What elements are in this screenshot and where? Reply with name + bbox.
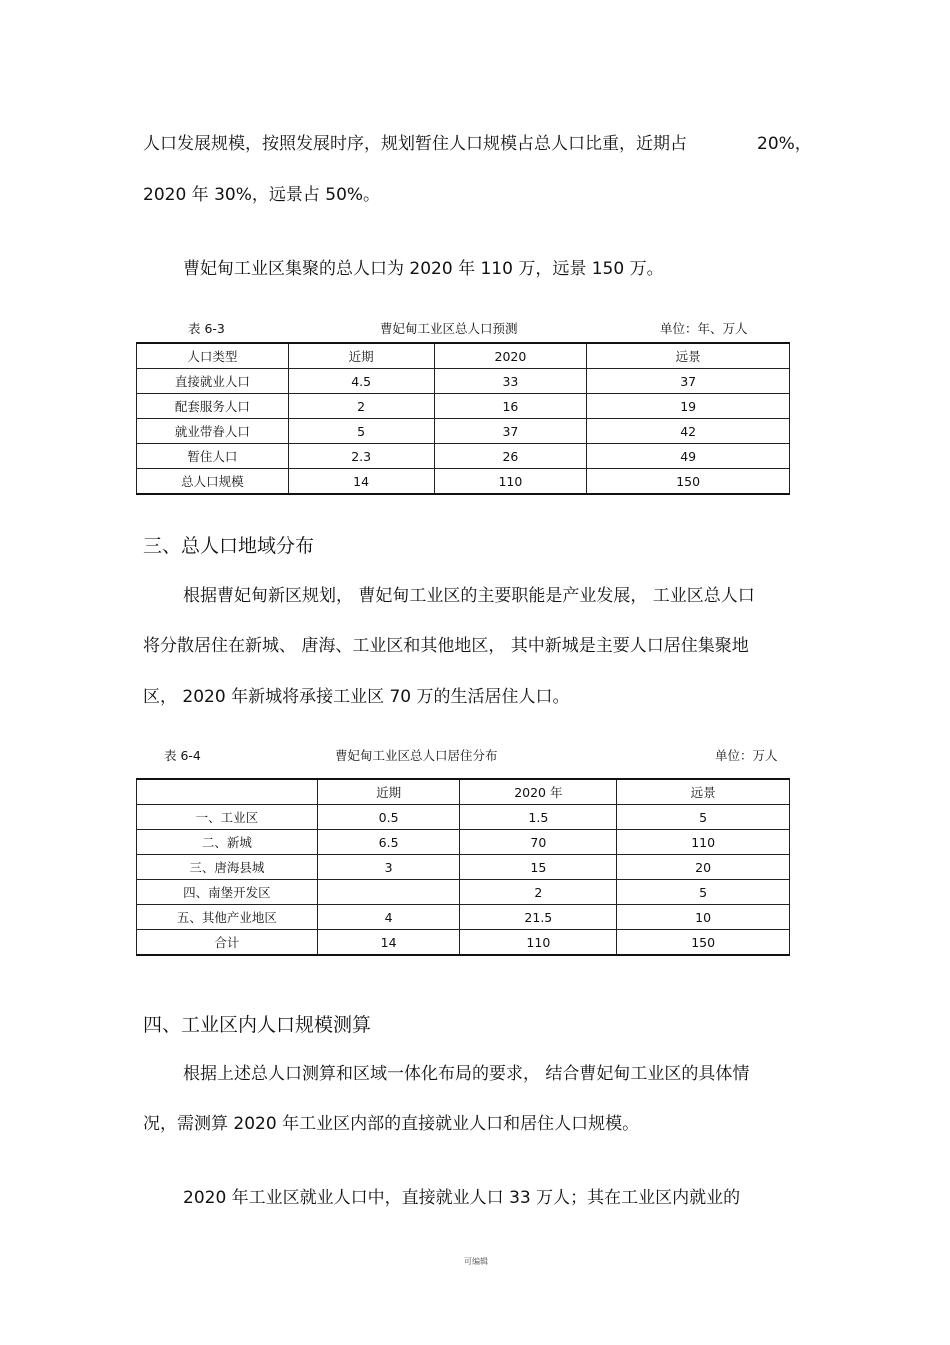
table-cell: 110	[617, 830, 790, 855]
table-row	[137, 830, 790, 855]
table-title: 曹妃甸工业区总人口居住分布	[335, 748, 498, 763]
table-cell: 150	[617, 930, 790, 956]
table-cell: 49	[587, 444, 790, 469]
table-cell: 0.5	[317, 805, 460, 830]
header-cell: 2020	[434, 343, 587, 369]
table-cell: 15	[460, 855, 617, 880]
table-cell: 33	[434, 369, 587, 394]
table-title: 曹妃甸工业区总人口预测	[380, 321, 518, 336]
table-header-row	[137, 343, 790, 369]
table-cell: 14	[288, 469, 434, 495]
table-cell: 19	[587, 394, 790, 419]
paragraph-line: 况，需测算 2020 年工业区内部的直接就业人口和居住人口规模。	[143, 1114, 640, 1134]
paragraph-line: 区， 2020 年新城将承接工业区 70 万的生活居住人口。	[143, 687, 570, 707]
table-cell: 总人口规模	[137, 469, 289, 495]
table-cell: 三、唐海县城	[137, 855, 318, 880]
table-row	[137, 855, 790, 880]
table-cell: 五、其他产业地区	[137, 905, 318, 930]
table-cell: 4.5	[288, 369, 434, 394]
table-cell	[317, 880, 460, 905]
table-cell: 150	[587, 469, 790, 495]
paragraph-line: 2020 年工业区就业人口中，直接就业人口 33 万人；其在工业区内就业的	[183, 1188, 741, 1208]
table-cell: 5	[617, 805, 790, 830]
table-cell: 4	[317, 905, 460, 930]
header-cell	[137, 779, 318, 805]
paragraph-line: 根据上述总人口测算和区域一体化布局的要求， 结合曹妃甸工业区的具体情	[183, 1064, 750, 1084]
table-label: 表 6-3	[188, 321, 225, 336]
table-cell: 110	[460, 930, 617, 956]
header-cell: 远景	[617, 779, 790, 805]
table-unit: 单位：万人	[715, 748, 778, 763]
table-row	[137, 444, 790, 469]
table-cell: 就业带眷人口	[137, 419, 289, 444]
table-row	[137, 930, 790, 956]
table-cell: 配套服务人口	[137, 394, 289, 419]
table-cell: 1.5	[460, 805, 617, 830]
table-cell: 37	[434, 419, 587, 444]
table-label: 表 6-4	[164, 748, 201, 763]
table-cell: 5	[288, 419, 434, 444]
header-cell: 远景	[587, 343, 790, 369]
table-cell: 5	[617, 880, 790, 905]
paragraph-line: 曹妃甸工业区集聚的总人口为 2020 年 110 万，远景 150 万。	[183, 259, 664, 279]
table-cell: 2.3	[288, 444, 434, 469]
table-row	[137, 394, 790, 419]
section-heading: 三、总人口地域分布	[143, 535, 315, 557]
table-cell: 20	[617, 855, 790, 880]
table-cell: 暂住人口	[137, 444, 289, 469]
residence-distribution-table	[136, 778, 790, 956]
paragraph-percent: 20%，	[757, 134, 812, 154]
table-cell: 16	[434, 394, 587, 419]
table-cell: 一、工业区	[137, 805, 318, 830]
table-cell: 10	[617, 905, 790, 930]
header-cell: 近期	[317, 779, 460, 805]
table-cell: 42	[587, 419, 790, 444]
table-cell: 70	[460, 830, 617, 855]
paragraph-line: 人口发展规模，按照发展时序，规划暂住人口规模占总人口比重，近期占	[143, 134, 687, 154]
table-row	[137, 805, 790, 830]
paragraph-line: 将分散居住在新城、 唐海、工业区和其他地区， 其中新城是主要人口居住集聚地	[143, 636, 749, 656]
table-cell: 2	[288, 394, 434, 419]
table-cell: 21.5	[460, 905, 617, 930]
table-unit: 单位：年、万人	[660, 321, 748, 336]
section-heading: 四、工业区内人口规模测算	[143, 1014, 372, 1036]
table-cell: 二、新城	[137, 830, 318, 855]
table-row	[137, 419, 790, 444]
paragraph-line: 2020 年 30%，远景占 50%。	[143, 185, 381, 205]
table-cell: 3	[317, 855, 460, 880]
table-cell: 37	[587, 369, 790, 394]
header-cell: 2020 年	[460, 779, 617, 805]
table-cell: 26	[434, 444, 587, 469]
table-row	[137, 880, 790, 905]
table-row	[137, 469, 790, 495]
table-cell: 6.5	[317, 830, 460, 855]
table-cell: 合计	[137, 930, 318, 956]
table-header-row	[137, 779, 790, 805]
header-cell: 人口类型	[137, 343, 289, 369]
table-row	[137, 905, 790, 930]
table-cell: 2	[460, 880, 617, 905]
header-cell: 近期	[288, 343, 434, 369]
table-cell: 14	[317, 930, 460, 956]
table-cell: 110	[434, 469, 587, 495]
page-footer: 可编辑	[464, 1257, 488, 1266]
paragraph-line: 根据曹妃甸新区规划， 曹妃甸工业区的主要职能是产业发展， 工业区总人口	[183, 586, 755, 606]
table-cell: 四、南堡开发区	[137, 880, 318, 905]
population-forecast-table	[136, 342, 790, 495]
table-cell: 直接就业人口	[137, 369, 289, 394]
table-row	[137, 369, 790, 394]
